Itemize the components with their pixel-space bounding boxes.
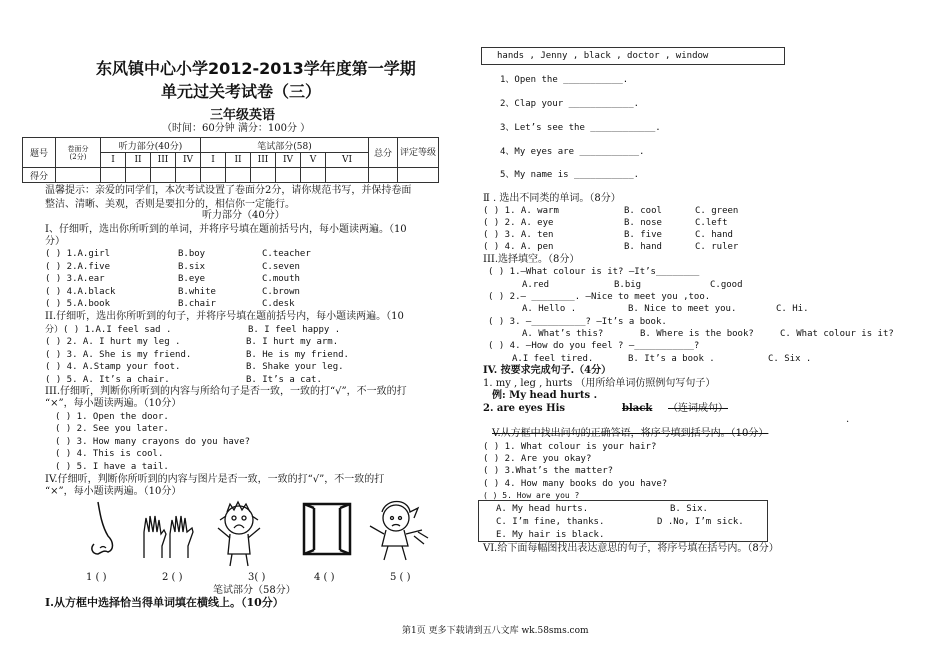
answer-c: C. I’m fine, thanks. [496,517,605,527]
score-col-listening: 听力部分(40分) [101,138,201,153]
listening-II-q1-b: B. I feel happy . [248,325,341,335]
written-I-row5: 5、My name is ___________. [500,170,640,180]
written-I-instr: Ⅰ.从方框中选择恰当得单词填在横线上。（10分） [45,596,284,609]
pic-label-1: 1 ( ) [86,572,107,583]
written-IV-instr: IV. 按要求完成句子.（4分） [483,365,612,376]
written-IV-q2b: black [622,403,653,414]
written-III-q1-c: C.good [710,280,743,290]
listening-II-row2-b: B. I hurt my arm. [246,337,339,347]
score-cell[interactable] [101,168,126,183]
answer-box [478,500,768,542]
listening-I-row1-c: C.teacher [262,249,311,259]
listening-I-row2-c: C.seven [262,262,300,272]
listening-II-row3-a: ( ) 3. A. She is my friend. [45,350,192,360]
score-col-tihao: 题号 [23,138,56,168]
written-V-instr: V.从方框中找出问句的正确答语，将序号填到括号内。（10分） [492,428,769,439]
written-IV-q2a: 2. are eyes His [483,403,566,414]
written-II-row3-c: C. hand [695,230,733,240]
written-III-q2-b: B. Nice to meet you. [628,304,737,314]
score-col-grade: 评定等级 [398,138,439,168]
score-col-juanmian: 卷面分 (2分) [56,138,101,168]
listening-III-row5: ( ) 5. I have a tail. [55,462,169,472]
pic-label-3: 3( ) [248,572,266,583]
word-box-text: hands , Jenny , black , doctor , window [497,51,709,61]
listening-I-row4-c: C.brown [262,287,300,297]
listening-I-row4-a: ( ) 4.A.black [45,287,116,297]
listening-III-instr2: “×”，每小题读两遍。（10分） [45,398,182,409]
listening-III-instr1: III.仔细听，判断你所听到的内容与所给句子是否一致，一致的打“√”，不一致的打 [45,386,407,397]
roman-2: III [151,153,176,168]
listening-I-row3-c: C.mouth [262,274,300,284]
written-V-row5: ( ) 5. How are you ? [483,491,580,500]
time-score: （时间：60分钟 满分：100分 ） [162,123,311,134]
listening-I-row1-b: B.boy [178,249,206,259]
written-III-q4-c: C. Six . [768,354,812,364]
score-col-total: 总分 [369,138,398,168]
listening-I-row3-b: B.eye [178,274,206,284]
listening-I-row5-a: ( ) 5.A.book [45,299,111,309]
listening-III-row3: ( ) 3. How many crayons do you have? [55,437,251,447]
written-header: 笔试部分（58分） [213,585,296,596]
listening-I-row5-b: B.chair [178,299,216,309]
stray-dot: . [846,414,850,425]
written-III-q1-a: A.red [522,280,550,290]
pic-label-4: 4 ( ) [314,572,335,583]
listening-I-row5-c: C.desk [262,299,295,309]
score-cell[interactable] [126,168,151,183]
listening-I-instr1: Ⅰ、仔细听，选出你所听到的单词，并将序号填在题前括号内，每小题读两遍。（10 [45,224,407,235]
listening-IV-instr2: “×”，每小题读两遍。（10分） [45,486,182,497]
exam-title-line1: 东风镇中心小学2012-2013学年度第一学期 [96,59,416,78]
nose-picture [86,500,122,558]
written-IV-q1: 1. my , leg , hurts （用所给单词仿照例句写句子） [483,378,716,389]
written-III-q1: ( ) 1.—What colour is it? —It’s________ [488,267,700,277]
listening-III-row2: ( ) 2. See you later. [55,424,169,434]
score-cell[interactable] [201,168,226,183]
written-II-row2-c: C.left [695,218,728,228]
window-picture [300,500,356,558]
girl-picture [362,496,434,564]
score-col-written: 笔试部分(58) [201,138,369,153]
listening-I-row2-a: ( ) 2.A.five [45,262,111,272]
listening-I-instr2: 分） [45,236,65,247]
hands-picture [140,512,196,562]
score-cell[interactable] [151,168,176,183]
score-row-defen: 得分 [23,168,56,183]
intro-line1: 温馨提示：亲爱的同学们，本次考试设置了卷面分2分，请你规范书写，并保持卷面 [45,185,412,196]
written-III-q3-c: C. What colour is it? [780,329,894,339]
written-V-row1: ( ) 1. What colour is your hair? [483,442,657,452]
listening-II-row3-b: B. He is my friend. [246,350,349,360]
written-II-row3-a: ( ) 3. A. ten [483,230,554,240]
listening-header: 听力部分（40分） [202,210,285,221]
written-III-q1-b: B.big [614,280,642,290]
written-II-row2-a: ( ) 2. A. eye [483,218,554,228]
boy-picture [210,498,268,568]
listening-II-instr2: 分）( ) 1.A.I feel sad . [45,325,172,335]
written-V-row4: ( ) 4. How many books do you have? [483,479,668,489]
score-cell[interactable] [176,168,201,183]
listening-II-instr1: II.仔细听，选出你所听到的句子，并将序号填在题前括号内，每小题读两遍。（10 [45,311,404,322]
written-III-q3-b: B. Where is the book? [640,329,754,339]
score-cell[interactable] [301,168,326,183]
answer-e: E. My hair is black. [496,530,605,540]
written-II-row4-a: ( ) 4. A. pen [483,242,554,252]
written-II-row4-c: C. ruler [695,242,739,252]
listening-II-row4-b: B. Shake your leg. [246,362,344,372]
roman-0: I [101,153,126,168]
listening-III-row1: ( ) 1. Open the door. [55,412,169,422]
score-cell[interactable] [369,168,398,183]
answer-d: D .No, I’m sick. [657,517,744,527]
score-cell[interactable] [326,168,369,183]
written-III-q3-a: A. What’s this? [522,329,604,339]
written-V-row3: ( ) 3.What’s the matter? [483,466,614,476]
score-table [22,137,439,183]
written-III-q2-c: C. Hi. [776,304,809,314]
written-I-row1: 1、Open the ___________. [500,75,629,85]
page-footer: 第1页 更多下载请到五八文库 wk.58sms.com [402,626,589,636]
listening-IV-instr1: IV.仔细听，判断你所听到的内容与图片是否一致，一致的打“√”，不一致的打 [45,474,385,485]
written-IV-q2c: （连词成句） [668,403,728,414]
written-II-row4-b: B. hand [624,242,662,252]
written-II-row2-b: B. nose [624,218,662,228]
written-V-row2: ( ) 2. Are you okay? [483,454,592,464]
written-II-row1-b: B. cool [624,206,662,216]
roman-8: V [301,153,326,168]
written-III-q4: ( ) 4. —How do you feel ? —___________? [488,341,700,351]
written-III-q4-a: A.I feel tired. [512,354,594,364]
listening-II-row5-a: ( ) 5. A. It’s a chair. [45,375,170,385]
listening-I-row2-b: B.six [178,262,206,272]
score-cell[interactable] [251,168,276,183]
roman-4: I [201,153,226,168]
listening-I-row1-a: ( ) 1.A.girl [45,249,111,259]
pic-label-5: 5 ( ) [390,572,411,583]
exam-subtitle: 三年级英语 [210,108,276,123]
written-II-row1-c: C. green [695,206,739,216]
written-VI-instr: VI.给下面每幅图找出表达意思的句子，将序号填在括号内。（8分） [483,543,779,554]
answer-b: B. Six. [670,504,708,514]
word-box [481,47,785,65]
written-I-row2: 2、Clap your ____________. [500,99,640,109]
written-III-q4-b: B. It’s a book . [628,354,715,364]
pic-label-2: 2 ( ) [162,572,183,583]
score-cell[interactable] [398,168,439,183]
roman-1: II [126,153,151,168]
written-I-row4: 4、My eyes are ___________. [500,147,645,157]
written-II-instr: Ⅱ . 选出不同类的单词。（8分） [483,193,621,204]
listening-I-row4-b: B.white [178,287,216,297]
written-I-row3: 3、Let’s see the ____________. [500,123,661,133]
roman-9: VI [326,153,369,168]
written-III-q2-a: A. Hello . [522,304,577,314]
listening-II-row4-a: ( ) 4. A.Stamp your foot. [45,362,181,372]
written-IV-example: 例: My head hurts . [492,390,598,401]
exam-title-line2: 单元过关考试卷（三） [161,82,322,101]
written-II-row3-b: B. five [624,230,662,240]
answer-a: A. My head hurts. [496,504,589,514]
listening-II-row5-b: B. It’s a cat. [246,375,322,385]
roman-3: IV [176,153,201,168]
written-II-row1-a: ( ) 1. A. warm [483,206,559,216]
roman-5: II [226,153,251,168]
written-III-q2: ( ) 2.— ________. —Nice to meet you ,too. [488,292,711,302]
listening-II-row2-a: ( ) 2. A. I hurt my leg . [45,337,181,347]
roman-6: III [251,153,276,168]
score-cell[interactable] [56,168,101,183]
written-III-q3: ( ) 3. —__________? —It’s a book. [488,317,667,327]
score-cell[interactable] [226,168,251,183]
written-III-instr: III.选择填空。（8分） [483,254,580,265]
roman-7: IV [276,153,301,168]
listening-I-row3-a: ( ) 3.A.ear [45,274,105,284]
intro-line2: 整洁、清晰、美观，否则是要扣分的，相信你一定能行。 [45,199,295,210]
listening-III-row4: ( ) 4. This is cool. [55,449,164,459]
score-cell[interactable] [276,168,301,183]
